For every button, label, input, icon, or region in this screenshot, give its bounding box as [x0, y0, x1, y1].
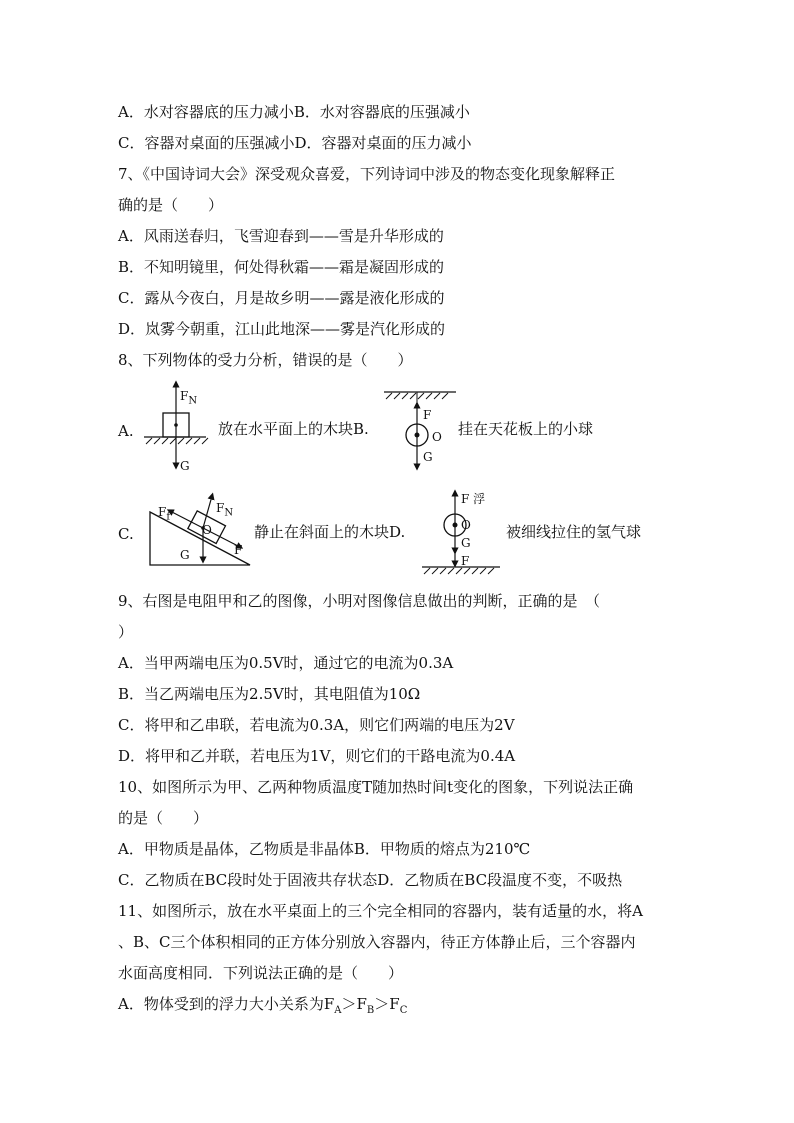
q11-stem-line1: 11、如图所示，放在水平桌面上的三个完全相同的容器内，装有适量的水，将A [118, 902, 643, 920]
q7-option-c: C．露从今夜白，月是故乡明——露是液化形成的 [118, 289, 445, 307]
q9-stem-line1: 9、右图是电阻甲和乙的图像，小明对图像信息做出的判断，正确的是 （ [118, 592, 601, 610]
figC-o-label: O [202, 523, 212, 537]
q8-option-b-text: 挂在天花板上的小球 [458, 420, 594, 438]
q8-stem: 8、下列物体的受力分析，错误的是（ ） [118, 351, 413, 369]
q6-option-a: A．水对容器底的压力减小B．水对容器底的压强减小 [118, 103, 470, 121]
q10-option-c: C．乙物质在BC段时处于固液共存状态D．乙物质在BC段温度不变，不吸热 [118, 871, 623, 889]
q9-option-b: B．当乙两端电压为2.5V时，其电阻值为10Ω [118, 685, 421, 703]
q6-option-c: C．容器对桌面的压强减小D．容器对桌面的压力减小 [118, 134, 472, 152]
figA-fn-label: $F_N$ [180, 389, 198, 407]
figB-g-label: G [423, 450, 433, 464]
q7-stem-line1: 7、《中国诗词大会》深受观众喜爱，下列诗词中涉及的物态变化现象解释正 [118, 165, 616, 183]
q9-option-c: C．将甲和乙串联，若电流为0.3A，则它们两端的电压为2V [118, 716, 515, 734]
figure-block-on-incline [146, 490, 251, 570]
figC-g-label: G [180, 548, 190, 562]
q9-option-a: A．当甲两端电压为0.5V时，通过它的电流为0.3A [118, 654, 454, 672]
figB-o-label: O [432, 430, 442, 444]
figC-fn-label: $F_N$ [216, 501, 234, 519]
figB-f-label: F [423, 408, 432, 422]
figD-f-label: F [461, 554, 470, 568]
q8-option-c-text: 静止在斜面上的木块D. [254, 523, 406, 541]
q9-option-d: D．将甲和乙并联，若电压为1V，则它们的干路电流为0.4A [118, 747, 516, 765]
q7-option-b: B．不知明镜里，何处得秋霜——霜是凝固形成的 [118, 258, 445, 276]
figD-ffu-label: F 浮 [461, 492, 486, 506]
q8-option-a-letter: A. [118, 422, 134, 440]
q11-stem-line2: 、B、C三个体积相同的正方体分别放入容器内，待正方体静止后，三个容器内 [118, 933, 636, 951]
q11-option-a: A．物体受到的浮力大小关系为$F_A>F_B>F_C$ [118, 995, 408, 1016]
figA-g-label: G [180, 459, 190, 473]
figure-block-on-floor [140, 376, 210, 476]
q7-stem-line2: 确的是（ ） [118, 196, 224, 214]
q10-option-a: A．甲物质是晶体，乙物质是非晶体B．甲物质的熔点为210℃ [118, 840, 531, 858]
figure-tethered-balloon [418, 487, 508, 577]
q7-option-a: A．风雨送春归，飞雪迎春到——雪是升华形成的 [118, 227, 444, 245]
q9-stem-line2: ） [118, 623, 134, 641]
figure-hanging-ball [380, 383, 460, 473]
q8-option-c-letter: C. [118, 525, 134, 543]
figD-o-label: O [461, 518, 471, 532]
figC-ff-label: $F_f$ [158, 505, 171, 523]
q11-stem-line3: 水面高度相同．下列说法正确的是（ ） [118, 964, 404, 982]
figD-g-label: G [461, 536, 471, 550]
q10-stem-line1: 10、如图所示为甲、乙两种物质温度T随加热时间t变化的图象，下列说法正确 [118, 778, 634, 796]
q10-stem-line2: 的是（ ） [118, 809, 209, 827]
q8-option-d-text: 被细线拉住的氢气球 [506, 523, 642, 541]
q7-option-d: D．岚雾今朝重，江山此地深——雾是汽化形成的 [118, 320, 446, 338]
figC-f-label: F [234, 543, 243, 557]
q8-option-a-text: 放在水平面上的木块B. [218, 420, 369, 438]
